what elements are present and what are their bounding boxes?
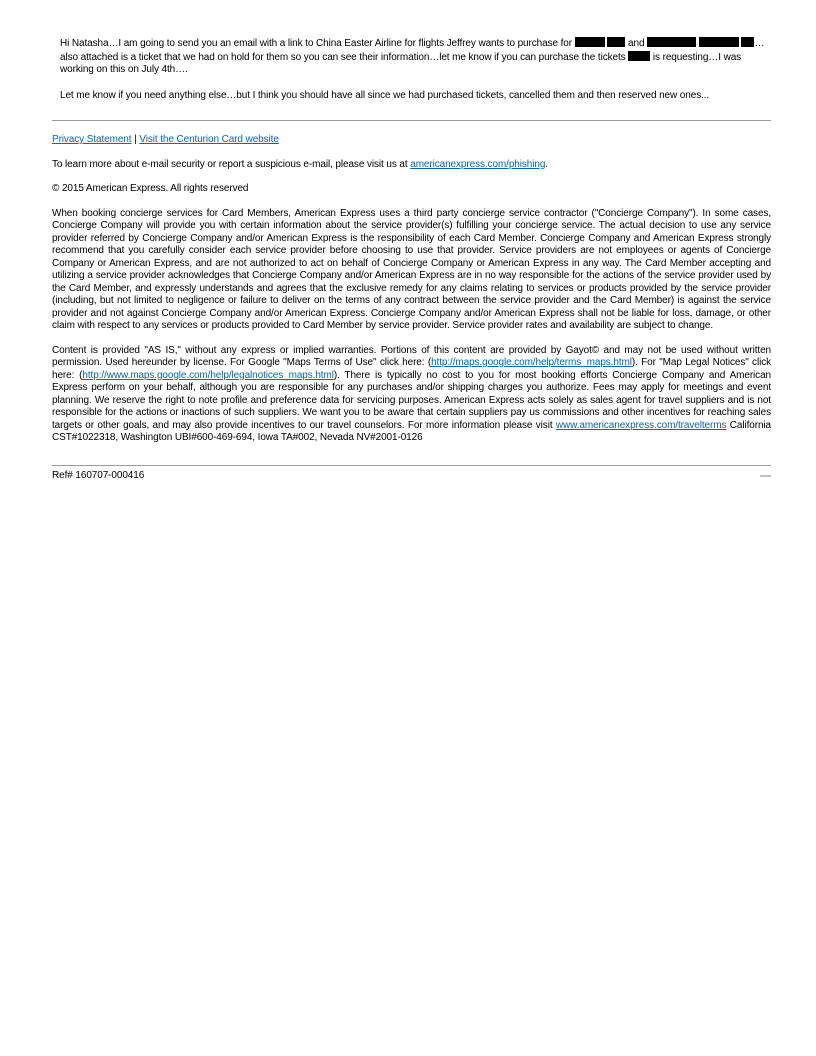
footer-nav (52, 134, 771, 147)
maps-terms-link[interactable]: http://maps.google.com/help/terms_maps.html (431, 357, 632, 368)
reference-number: Ref# 160707-000416 (52, 469, 145, 481)
text-run: California CST#1022318, Washington UBI#600-469-694, Iowa TA#002, Nevada NV#2001-0126 (52, 419, 771, 443)
email-body (52, 37, 771, 102)
email-greeting-paragraph (60, 37, 771, 77)
tiny-dash (760, 475, 771, 477)
text-run: Content is provided "AS IS," without any express or implied warranties. Portions of this content are provided by Gayot© and may not be used without written permission. Used hereunder by license. For Google "Maps Terms of Use" click here: ( (52, 344, 771, 368)
centurion-card-website-link[interactable]: Visit the Centurion Card website (139, 134, 279, 145)
text-run: ). There is typically no cost to you for most booking efforts Concierge Company and American Express perform on your behalf, although you are responsible for any purchases and/or shipping charges you authorize. Fees may apply for meetings and event planning. We reserve the right to note profile and preference data for servicing purposes. American Express acts solely as sales agent for travel suppliers and is not responsible for the actions or inactions of such suppliers. We want you to be aware that certain suppliers pay us commissions and other incentives for reaching sales targets or other goals, and may also provide incentives to our travel counselors. For more information please visit (52, 369, 772, 431)
text-run: ). For "Map Legal Notices" click here: ( (52, 357, 771, 381)
travelterms-link[interactable]: www.americanexpress.com/travelterms (555, 419, 727, 431)
redacted-text (647, 37, 696, 47)
email-document (0, 0, 816, 482)
security-notice (52, 159, 771, 172)
reference-row (52, 470, 771, 483)
text-run: and (625, 38, 648, 49)
redacted-text (699, 37, 739, 47)
redacted-text (575, 37, 605, 47)
text-run: | (131, 134, 140, 145)
text-run: . (545, 158, 548, 170)
phishing-link[interactable]: americanexpress.com/phishing (410, 158, 546, 170)
text-run: Hi Natasha…I am going to send you an email with a link to China Easter Airline for flights Jeffrey wants to purchase for (60, 38, 575, 49)
privacy-statement-link[interactable]: Privacy Statement (52, 134, 132, 145)
maps-legal-notices-link[interactable]: http://www.maps.google.com/help/legalnotices_maps.html (82, 369, 334, 381)
copyright-notice: © 2015 American Express. All rights reserved (52, 183, 249, 194)
text-run: To learn more about e-mail security or report a suspicious e-mail, please visit us at (52, 158, 411, 170)
content-disclaimer (52, 345, 771, 445)
divider-bottom (52, 465, 771, 466)
concierge-disclaimer: When booking concierge services for Card Members, American Express uses a third party concierge service contractor ("Concierge Company"). In some cases, Concierge Company will provide you with certain information about the service provider(s) fulfilling your concierge service. The actual decision to use any service provider referred by Concierge Company and/or American Express is the responsibility of each Card Member. Concierge Company and American Express strongly recommend that you carefully consider each service provider before choosing to use that provider. Service providers are not employees or agents of Concierge Company or American Express, and are not authorized to act on behalf of Concierge Company or American Express in any way. The Card Member accepting and utilizing a service provider acknowledges that Concierge Company and/or American Express are in no way responsible for the actions of the service provider used by the Card Member, and expressly understands and agrees that the exclusive remedy for any claims relating to services or products provided by the service provider (including, but not limited to negligence or failure to deliver on the terms of any contract between the service provider and the Card Member) is against the service provider and not against Concierge Company and/or American Express. Concierge Company and/or American Express shall not be liable for loss, damage, or other claim with respect to any services or products provided to Card Member by service provider. Service provider rates and availability are subject to change. (52, 207, 771, 331)
divider-top (52, 120, 771, 121)
text-run: …also attached is a ticket that we had on hold for them so you can see their information…let me know if you can purchase the tickets (60, 38, 765, 63)
email-closing-paragraph: Let me know if you need anything else…but I think you should have all since we had purchased tickets, cancelled them and then reserved new ones... (60, 89, 710, 101)
redacted-text (607, 37, 625, 47)
redacted-text (741, 37, 754, 47)
text-run: is requesting…I was working on this on July 4th…. (60, 51, 742, 75)
redacted-text (628, 51, 650, 61)
